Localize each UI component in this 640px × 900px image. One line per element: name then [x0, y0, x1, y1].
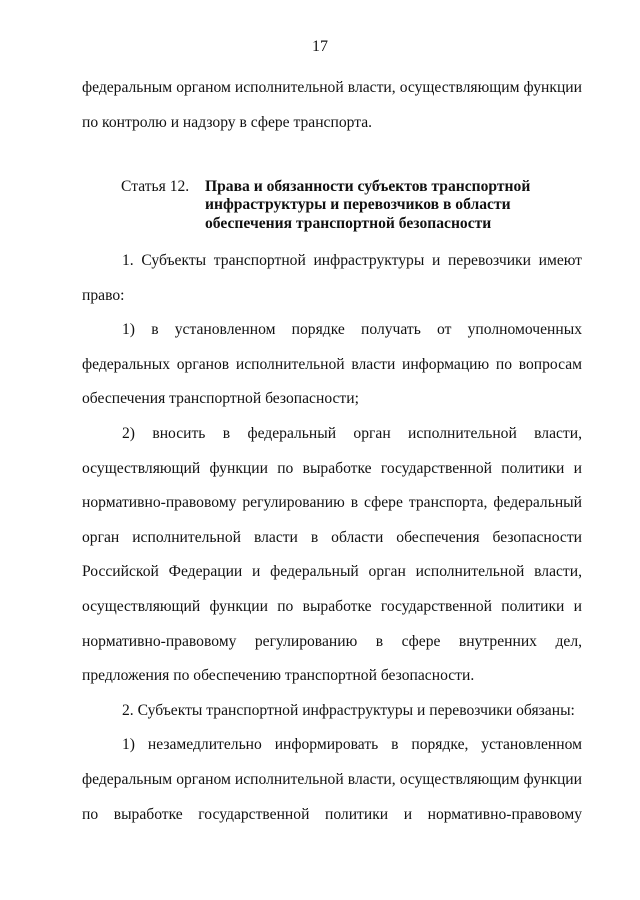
- article-title-line-3: обеспечения транспортной безопасности: [205, 214, 492, 232]
- article-body: [82, 244, 582, 832]
- intro-paragraph: [82, 71, 582, 140]
- article-title-line-1: Права и обязанности субъектов транспортной: [205, 178, 531, 195]
- item-1-2-line-6: осуществляющий функции по выработке государственной политики и: [82, 597, 582, 615]
- article-title-line-2: инфраструктуры и перевозчиков в области: [205, 196, 511, 214]
- item-1-2-line-7: нормативно-правовому регулированию в сфере внутренних дел,: [82, 632, 582, 650]
- item-1-1-line-2: федеральных органов исполнительной власти информацию по вопросам: [82, 355, 582, 373]
- paragraph-1-line-2: право:: [82, 286, 125, 304]
- item-1-2-line-1: 2) вносить в федеральный орган исполнительной власти,: [122, 424, 582, 442]
- item-1-2-line-2: осуществляющий функции по выработке государственной политики и: [82, 459, 582, 477]
- paragraph-2-line-1: 2. Субъекты транспортной инфраструктуры и перевозчики обязаны:: [122, 701, 575, 719]
- item-1-1-line-3: обеспечения транспортной безопасности;: [82, 390, 359, 408]
- item-2-1-line-1: 1) незамедлительно информировать в порядке, установленном: [122, 736, 582, 754]
- item-2-1-line-2: федеральным органом исполнительной власти, осуществляющим функции: [82, 770, 582, 788]
- item-2-1-line-3: по выработке государственной политики и нормативно-правовому: [82, 805, 582, 823]
- item-1-1-line-1: 1) в установленном порядке получать от уполномоченных: [122, 321, 582, 339]
- item-1-2-line-5: Российской Федерации и федеральный орган исполнительной власти,: [82, 563, 582, 581]
- intro-line-1: федеральным органом исполнительной власти, осуществляющим функции: [82, 79, 582, 96]
- item-1-2-line-4: орган исполнительной власти в области обеспечения безопасности: [82, 528, 582, 546]
- article-number: Статья 12.: [121, 178, 190, 195]
- article-title: [205, 178, 545, 233]
- intro-line-2: по контролю и надзору в сфере транспорта.: [82, 113, 373, 131]
- page-number: 17: [312, 38, 328, 55]
- paragraph-1-line-1: 1. Субъекты транспортной инфраструктуры и перевозчики имеют: [122, 252, 582, 269]
- item-1-2-line-3: нормативно-правовому регулированию в сфере транспорта, федеральный: [82, 494, 582, 512]
- item-1-2-line-8: предложения по обеспечению транспортной безопасности.: [82, 667, 475, 685]
